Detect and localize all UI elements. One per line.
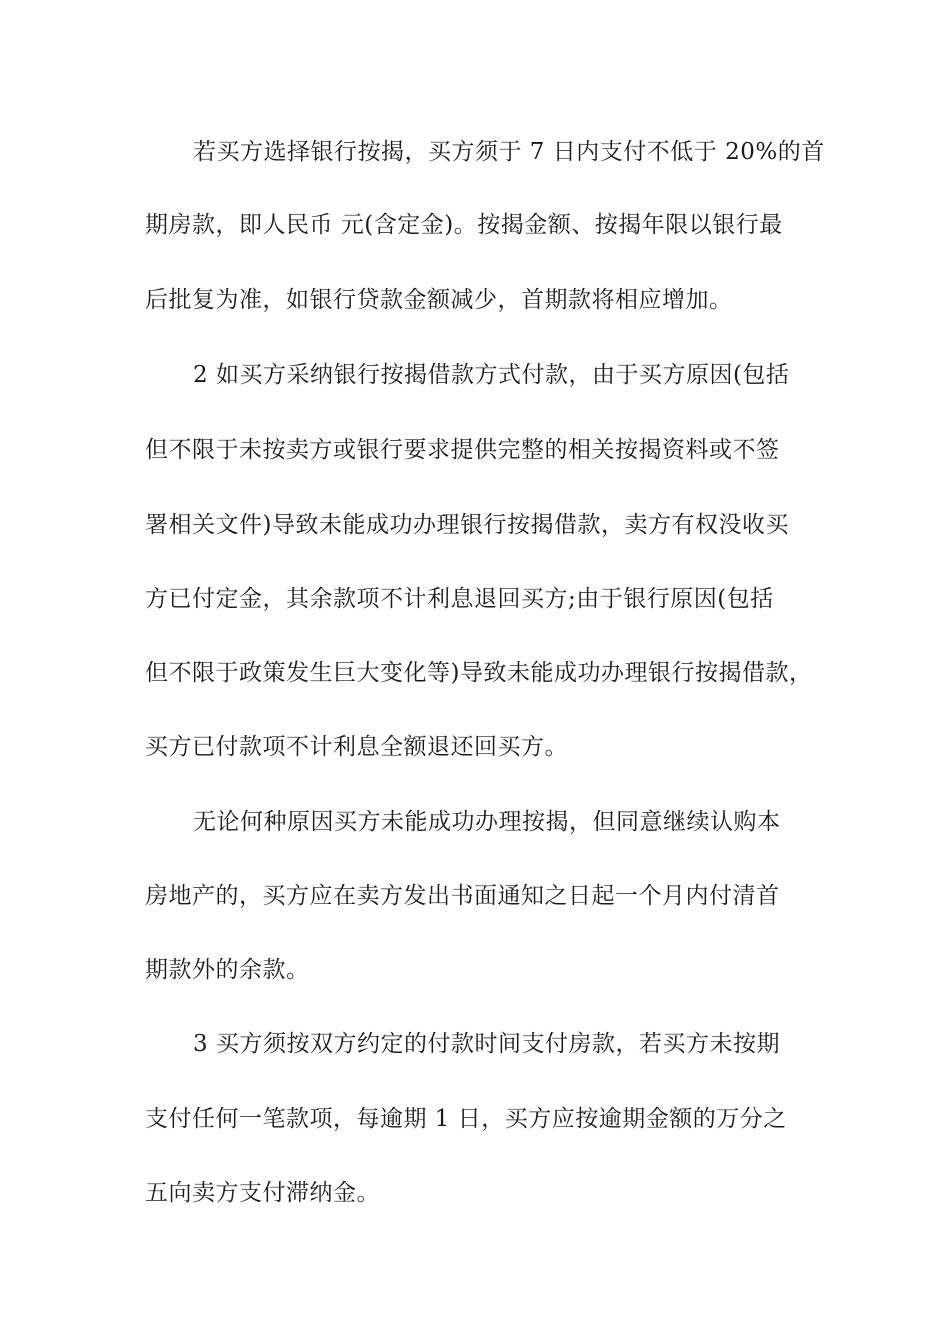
- paragraph-3-line-3: 期款外的余款。: [145, 957, 310, 983]
- paragraph-3-line-2: 房地产的，买方应在卖方发出书面通知之日起一个月内付清首: [145, 883, 780, 909]
- paragraph-4-line-2: 支付任何一笔款项，每逾期 1 日，买方应按逾期金额的万分之: [145, 1106, 787, 1132]
- paragraph-4-line-1: 3 买方须按双方约定的付款时间支付房款，若买方未按期: [193, 1031, 780, 1057]
- paragraph-1-line-3: 后批复为准，如银行贷款金额减少，首期款将相应增加。: [145, 287, 733, 313]
- paragraph-2-line-4: 方已付定金，其余款项不计利息退回买方;由于银行原因(包括: [145, 586, 774, 612]
- paragraph-3-line-1: 无论何种原因买方未能成功办理按揭，但同意继续认购本: [193, 809, 781, 835]
- paragraph-2-line-5: 但不限于政策发生巨大变化等)导致未能成功办理银行按揭借款，: [145, 660, 813, 686]
- paragraph-2-line-6: 买方已付款项不计利息全额退还回买方。: [145, 734, 568, 760]
- paragraph-2-line-3: 署相关文件)导致未能成功办理银行按揭借款，卖方有权没收买: [145, 512, 789, 538]
- paragraph-4-line-3: 五向卖方支付滞纳金。: [145, 1180, 380, 1206]
- paragraph-1-line-1: 若买方选择银行按揭，买方须于 7 日内支付不低于 20%的首: [193, 139, 825, 165]
- paragraph-2-line-1: 2 如买方采纳银行按揭借款方式付款，由于买方原因(包括: [193, 362, 790, 388]
- paragraph-2-line-2: 但不限于未按卖方或银行要求提供完整的相关按揭资料或不签: [145, 437, 780, 463]
- paragraph-1-line-2: 期房款，即人民币 元(含定金)。按揭金额、按揭年限以银行最: [145, 212, 783, 238]
